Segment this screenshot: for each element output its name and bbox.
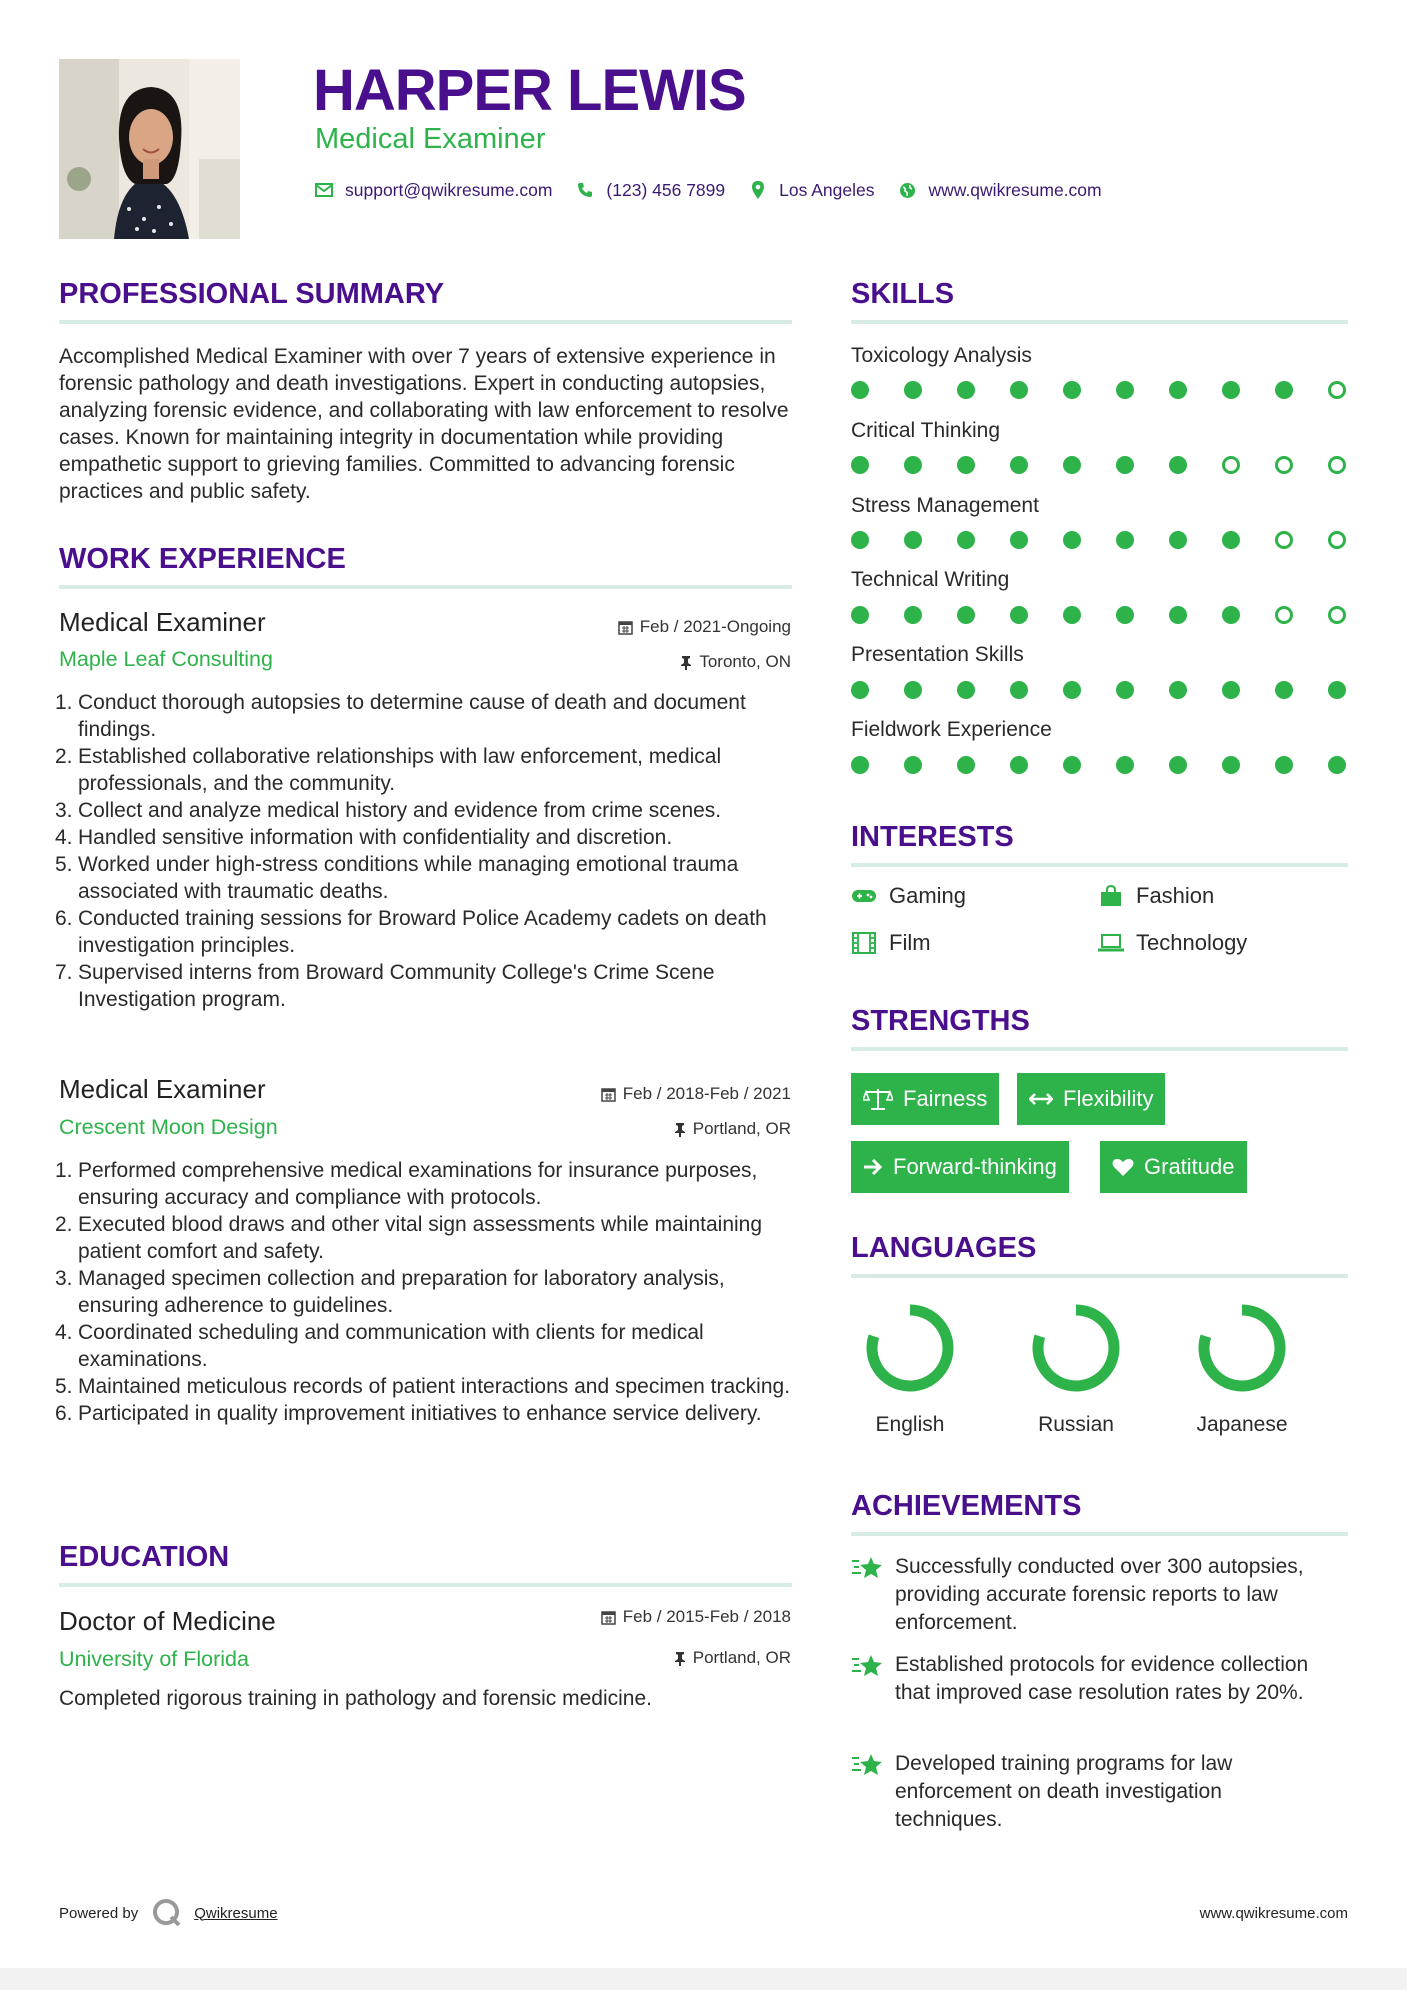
strength-label: Gratitude [1144,1154,1235,1179]
skill-dot-filled [1169,531,1187,549]
skill-dot-filled [1010,756,1028,774]
skill-dot-filled [851,756,869,774]
list-item: 5. Maintained meticulous records of patient interactions and specimen tracking. [55,1375,791,1398]
education-description: Completed rigorous training in pathology and forensic medicine. [59,1687,653,1710]
gamepad-icon [851,883,877,909]
skill-dot-filled [851,381,869,399]
phone-icon [574,179,596,201]
strength-tag [851,1073,999,1125]
skill-dot-filled [1169,606,1187,624]
skill-dot-filled [1328,756,1346,774]
job-title: Medical Examiner [59,1074,266,1104]
achievements-heading: ACHIEVEMENTS [851,1490,1082,1522]
interest-label: Fashion [1136,883,1215,908]
skill-name: Presentation Skills [851,643,1024,666]
skill-dot-filled [1010,681,1028,699]
footer-website[interactable]: www.qwikresume.com [1199,1905,1348,1922]
envelope-icon [313,179,335,201]
language-item [1177,1298,1307,1438]
list-item: 2. Established collaborative relationships with law enforcement, medical professionals, and the community. [55,745,722,795]
footer-branding [59,1898,278,1928]
language-ring [1192,1298,1292,1398]
skill-dot-empty [1222,456,1240,474]
list-item: 5. Worked under high-stress conditions while managing emotional trauma associated with traumatic deaths. [55,853,739,903]
strength-tag [1017,1073,1165,1125]
language-arc [1038,1310,1114,1386]
skill-dot-empty [1328,381,1346,399]
interest-item [1098,930,1247,956]
skill-rating [851,756,1351,776]
star-icon [851,1553,895,1637]
skill-dot-filled [1063,606,1081,624]
candidate-name: HARPER LEWIS [313,58,746,123]
language-item [845,1298,975,1438]
candidate-title: Medical Examiner [315,123,546,155]
section-divider [851,863,1348,867]
skill-dot-filled [851,681,869,699]
list-item: 7. Supervised interns from Broward Community College's Crime Scene Investigation program. [55,961,715,1011]
strengths-heading: STRENGTHS [851,1005,1030,1037]
section-divider [851,1532,1348,1536]
skill-dot-filled [904,606,922,624]
skill-dot-filled [1116,381,1134,399]
skill-dot-filled [1116,756,1134,774]
skill-dot-filled [851,531,869,549]
contact-location: Los Angeles [779,179,875,200]
skill-dot-filled [1063,456,1081,474]
skill-dot-filled [1222,756,1240,774]
summary-text: Accomplished Medical Examiner with over 7 years of extensive experience in forensic pathology and death investigations. Expert in conducting autopsies, analyzing forensic evidence, and collaborating with law enforcement to resolve cases. Known for maintaining integrity in documentation while providing empathetic support to grieving families. Committed to advancing forensic practices and public safety. [59,345,789,503]
job-title: Medical Examiner [59,607,266,637]
balance-scale-icon [863,1088,893,1110]
pin-icon [674,1651,686,1666]
skill-dot-filled [1063,381,1081,399]
skill-dot-filled [1116,456,1134,474]
school-name: University of Florida [59,1647,249,1671]
skill-dot-filled [1010,456,1028,474]
skill-rating [851,681,1351,701]
job-bullets [55,689,799,1013]
list-item: 1. Performed comprehensive medical examinations for insurance purposes, ensuring accuracy and compliance with protocols. [55,1159,758,1209]
skill-dot-filled [1275,681,1293,699]
interests-heading: INTERESTS [851,821,1014,853]
list-item: 1. Conduct thorough autopsies to determine cause of death and document findings. [55,691,746,741]
interest-label: Technology [1136,930,1248,955]
achievement-item [851,1553,1331,1637]
skill-name: Critical Thinking [851,419,1000,442]
skill-dot-filled [904,456,922,474]
language-name: Japanese [1196,1413,1288,1436]
job-dates-text: Feb / 2021-Ongoing [639,617,791,636]
skill-dot-empty [1328,531,1346,549]
arrows-horizontal-icon [1029,1092,1053,1106]
heart-icon [1112,1157,1134,1177]
skill-dot-filled [1222,381,1240,399]
skill-dot-filled [1169,681,1187,699]
section-divider [851,1274,1348,1278]
skill-name: Stress Management [851,494,1039,517]
list-item: 2. Executed blood draws and other vital sign assessments while maintaining patient comfort and safety. [55,1213,763,1263]
work-heading: WORK EXPERIENCE [59,543,346,575]
calendar-icon [601,1610,616,1625]
achievement-item [851,1750,1331,1834]
job-dates [601,1083,791,1105]
job-location [680,651,791,673]
star-icon [851,1750,895,1834]
film-icon [851,930,877,956]
skill-dot-filled [1328,681,1346,699]
job-company: Crescent Moon Design [59,1115,278,1139]
skill-name: Technical Writing [851,568,1010,591]
skill-dot-filled [904,531,922,549]
skill-dot-filled [1116,531,1134,549]
star-icon [851,1651,895,1707]
profile-photo [59,59,240,239]
interest-item [1098,883,1214,909]
section-divider [851,1047,1348,1051]
skill-dot-filled [1275,381,1293,399]
job-bullets [55,1157,799,1427]
language-item [1011,1298,1141,1438]
skill-dot-empty [1328,606,1346,624]
achievement-text: Developed training programs for law enforcement on death investigation techniques. [895,1752,1233,1831]
strength-label: Flexibility [1063,1086,1154,1111]
map-marker-icon [747,179,769,201]
skill-dot-filled [1063,756,1081,774]
language-ring [1026,1298,1126,1398]
skill-dot-filled [1222,681,1240,699]
skill-rating [851,606,1351,626]
languages-heading: LANGUAGES [851,1232,1037,1264]
achievement-text: Established protocols for evidence collection that improved case resolution rates by 20%. [895,1653,1309,1704]
skill-dot-filled [904,756,922,774]
education-dates [601,1606,791,1628]
section-divider [59,320,792,324]
skill-name: Toxicology Analysis [851,344,1032,367]
education-heading: EDUCATION [59,1541,230,1573]
list-item: 4. Coordinated scheduling and communication with clients for medical examinations. [55,1321,704,1371]
section-divider [851,320,1348,324]
skill-dot-filled [1222,606,1240,624]
calendar-icon [601,1087,616,1102]
summary-heading: PROFESSIONAL SUMMARY [59,278,445,310]
list-item: 3. Managed specimen collection and preparation for laboratory analysis, ensuring adherence to guidelines. [55,1267,725,1317]
interest-item [851,930,931,956]
skill-dot-filled [904,681,922,699]
achievement-item [851,1651,1331,1707]
list-item: 3. Collect and analyze medical history and evidence from crime scenes. [55,799,722,822]
skill-dot-filled [1116,681,1134,699]
contact-website[interactable]: www.qwikresume.com [928,179,1102,200]
laptop-icon [1098,930,1124,956]
skill-dot-filled [957,456,975,474]
skill-dot-filled [1063,681,1081,699]
skill-dot-empty [1328,456,1346,474]
calendar-icon [618,620,633,635]
language-name: Russian [1038,1413,1114,1436]
skill-dot-filled [1010,531,1028,549]
skill-dot-filled [1169,756,1187,774]
job-location [674,1118,791,1140]
skill-name: Fieldwork Experience [851,718,1052,741]
skill-dot-filled [957,756,975,774]
contact-email[interactable]: support@qwikresume.com [345,179,553,200]
skill-dot-filled [851,456,869,474]
language-arc [872,1310,948,1386]
list-item: 4. Handled sensitive information with confidentiality and discretion. [55,826,673,849]
education-dates-text: Feb / 2015-Feb / 2018 [622,1607,791,1626]
education-location-text: Portland, OR [692,1648,791,1667]
skill-dot-filled [1169,381,1187,399]
skill-dot-empty [1275,456,1293,474]
skill-dot-empty [1275,606,1293,624]
strength-tag [851,1141,1069,1193]
strength-label: Forward-thinking [893,1154,1057,1179]
job-location-text: Portland, OR [692,1119,791,1138]
contact-bar [313,177,1124,203]
job-dates [618,616,791,638]
skill-dot-filled [851,606,869,624]
skill-dot-empty [1275,531,1293,549]
section-divider [59,585,792,589]
interest-item [851,883,966,909]
brand-link[interactable]: Qwikresume [194,1904,278,1922]
skill-dot-filled [1275,756,1293,774]
powered-by-text: Powered by [59,1904,139,1922]
interest-label: Gaming [889,883,967,908]
skill-dot-filled [1010,381,1028,399]
section-divider [59,1583,792,1587]
skill-dot-filled [1063,531,1081,549]
skill-dot-filled [957,681,975,699]
achievement-text: Successfully conducted over 300 autopsies, providing accurate forensic reports to law enforcement. [895,1555,1304,1634]
skill-dot-filled [1010,606,1028,624]
skill-rating [851,381,1351,401]
skill-rating [851,456,1351,476]
degree-title: Doctor of Medicine [59,1606,276,1636]
job-dates-text: Feb / 2018-Feb / 2021 [622,1084,791,1103]
skills-heading: SKILLS [851,278,955,310]
skill-dot-filled [957,531,975,549]
education-location [674,1647,791,1669]
language-name: English [875,1413,945,1436]
job-company: Maple Leaf Consulting [59,647,273,671]
pin-icon [674,1122,686,1137]
skill-dot-filled [1116,606,1134,624]
shopping-bag-icon [1098,883,1124,909]
arrow-right-icon [863,1158,883,1176]
language-arc [1204,1310,1280,1386]
contact-phone[interactable]: (123) 456 7899 [606,179,726,200]
skill-rating [851,531,1351,551]
strength-tag [1100,1141,1247,1193]
skill-dot-filled [1169,456,1187,474]
page-bottom-strip [0,1968,1407,1990]
skill-dot-filled [1222,531,1240,549]
globe-icon [897,179,919,201]
list-item: 6. Conducted training sessions for Broward Police Academy cadets on death investigation principles. [55,907,767,957]
strength-label: Fairness [903,1086,988,1111]
skill-dot-filled [957,606,975,624]
qwikresume-logo-icon [152,1898,182,1928]
job-location-text: Toronto, ON [699,652,791,671]
language-ring [860,1298,960,1398]
interest-label: Film [889,930,931,955]
list-item: 6. Participated in quality improvement initiatives to enhance service delivery. [55,1402,762,1425]
skill-dot-filled [957,381,975,399]
skill-dot-filled [904,381,922,399]
pin-icon [680,655,692,670]
